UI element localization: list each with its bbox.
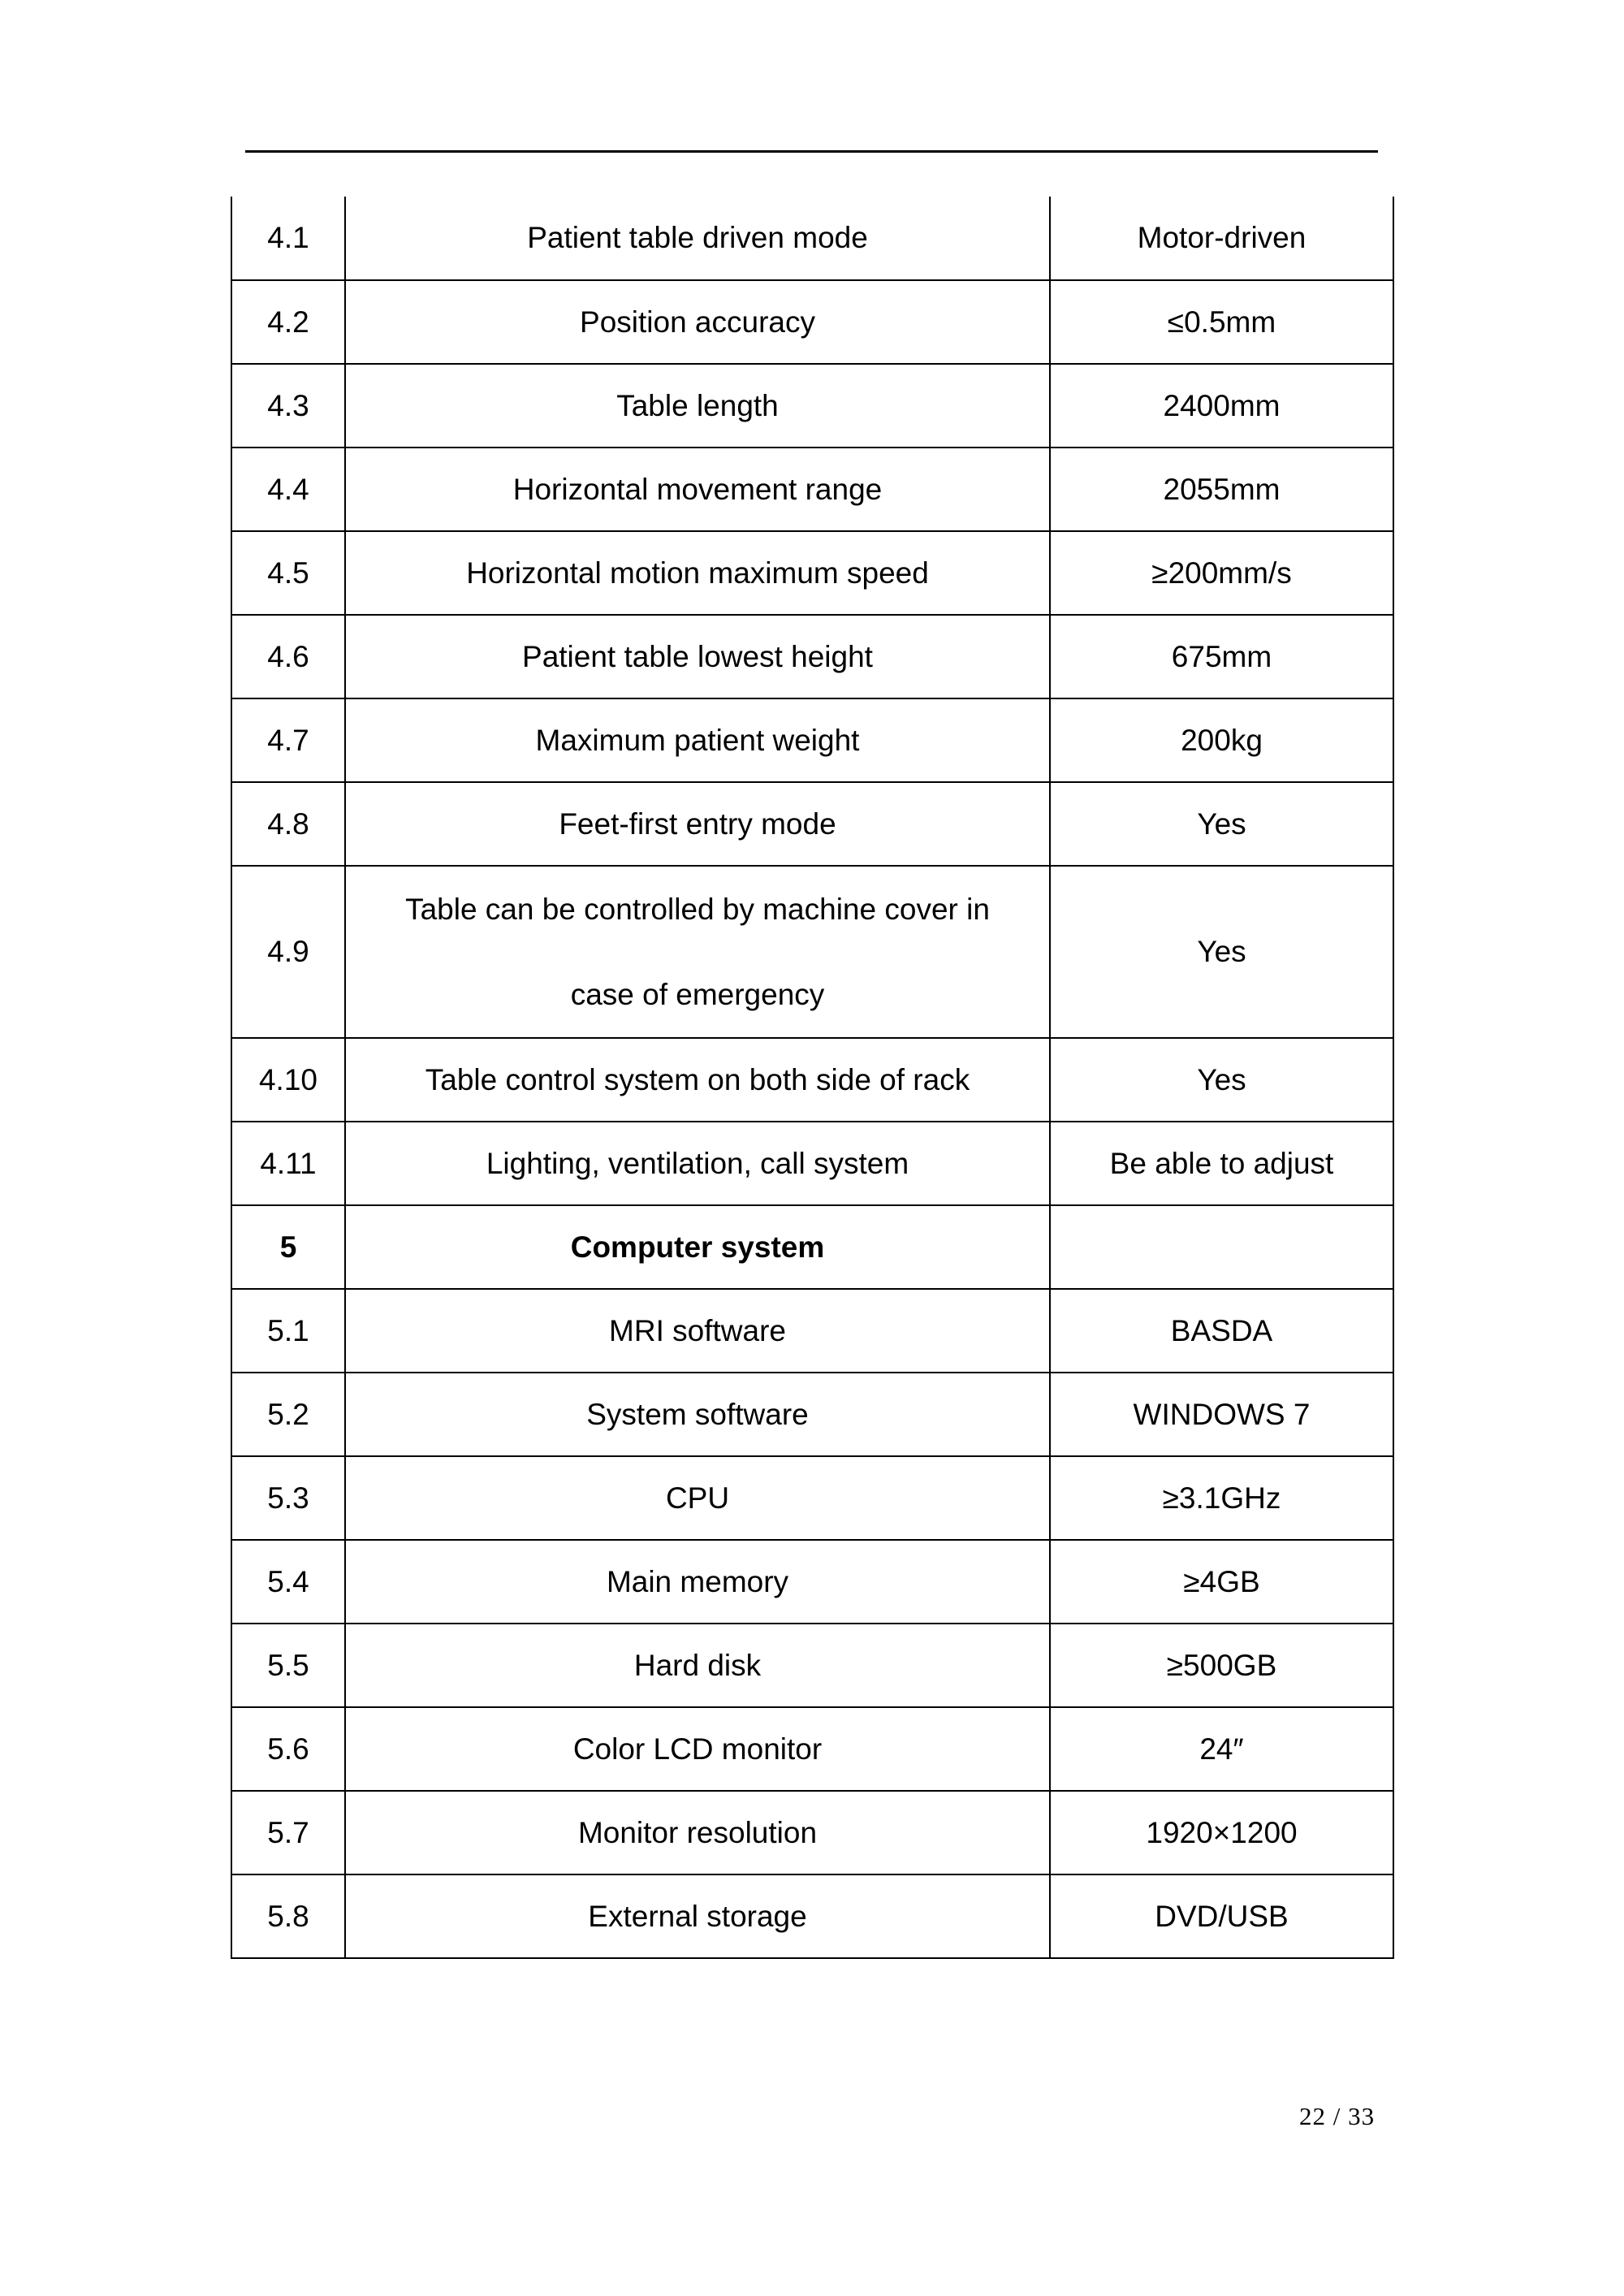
row-value: BASDA [1050,1289,1393,1373]
row-item: Hard disk [345,1624,1050,1707]
row-value: ≥3.1GHz [1050,1456,1393,1540]
row-number: 4.4 [231,448,345,531]
row-number: 5.4 [231,1540,345,1624]
row-item: Position accuracy [345,280,1050,364]
table-row [231,698,1393,782]
row-number: 5.6 [231,1707,345,1791]
table-row [231,1707,1393,1791]
row-item: Color LCD monitor [345,1707,1050,1791]
row-number: 5.8 [231,1874,345,1958]
table-row [231,1540,1393,1624]
row-value: Yes [1050,782,1393,866]
table-row [231,1456,1393,1540]
table-row [231,531,1393,615]
row-item: Horizontal motion maximum speed [345,531,1050,615]
row-item: Patient table driven mode [345,197,1050,280]
row-number: 4.3 [231,364,345,448]
row-number: 5.2 [231,1373,345,1456]
row-number: 4.11 [231,1122,345,1205]
row-number: 4.1 [231,197,345,280]
row-value: ≤0.5mm [1050,280,1393,364]
row-value: Yes [1050,1038,1393,1122]
row-number: 5.1 [231,1289,345,1373]
row-item-line: Table can be controlled by machine cover in [405,893,990,926]
table-row [231,1874,1393,1958]
row-value: 24″ [1050,1707,1393,1791]
table-row [231,197,1393,280]
row-item: MRI software [345,1289,1050,1373]
row-value: DVD/USB [1050,1874,1393,1958]
row-value: ≥200mm/s [1050,531,1393,615]
row-number: 5.3 [231,1456,345,1540]
row-item: System software [345,1373,1050,1456]
row-value: 2400mm [1050,364,1393,448]
table-row [231,280,1393,364]
row-item: Monitor resolution [345,1791,1050,1874]
row-number: 4.9 [231,866,345,1038]
row-item: Table length [345,364,1050,448]
table-row [231,1122,1393,1205]
table-row [231,1624,1393,1707]
specification-table [231,197,1394,1959]
table-row [231,1038,1393,1122]
table-row [231,1791,1393,1874]
row-number: 5.7 [231,1791,345,1874]
header-rule [245,150,1378,153]
row-item: Main memory [345,1540,1050,1624]
row-number: 5.5 [231,1624,345,1707]
page-number: 22 / 33 [1299,2102,1376,2130]
table-row [231,448,1393,531]
row-item: Table control system on both side of rack [345,1038,1050,1122]
table-row [231,615,1393,698]
row-item: Horizontal movement range [345,448,1050,531]
row-item: Maximum patient weight [345,698,1050,782]
row-value: ≥4GB [1050,1540,1393,1624]
row-number: 4.7 [231,698,345,782]
row-value: 1920×1200 [1050,1791,1393,1874]
row-value: WINDOWS 7 [1050,1373,1393,1456]
table-row [231,866,1393,1038]
row-item-line: case of emergency [570,978,825,1011]
row-item [345,866,1050,1038]
row-value: 2055mm [1050,448,1393,531]
row-number: 4.2 [231,280,345,364]
table-row [231,782,1393,866]
row-number: 4.5 [231,531,345,615]
row-value: Motor-driven [1050,197,1393,280]
row-item: Feet-first entry mode [345,782,1050,866]
row-value: 675mm [1050,615,1393,698]
row-value: Yes [1050,866,1393,1038]
row-number: 4.8 [231,782,345,866]
row-item: Patient table lowest height [345,615,1050,698]
row-value: ≥500GB [1050,1624,1393,1707]
section-title: Computer system [345,1205,1050,1289]
row-item: Lighting, ventilation, call system [345,1122,1050,1205]
row-number: 4.6 [231,615,345,698]
row-value: Be able to adjust [1050,1122,1393,1205]
section-heading-row [231,1205,1393,1289]
row-item: CPU [345,1456,1050,1540]
table-row [231,1289,1393,1373]
section-number: 5 [231,1205,345,1289]
table-row [231,1373,1393,1456]
row-number: 4.10 [231,1038,345,1122]
row-item: External storage [345,1874,1050,1958]
table-row [231,364,1393,448]
row-value [1050,1205,1393,1289]
row-value: 200kg [1050,698,1393,782]
